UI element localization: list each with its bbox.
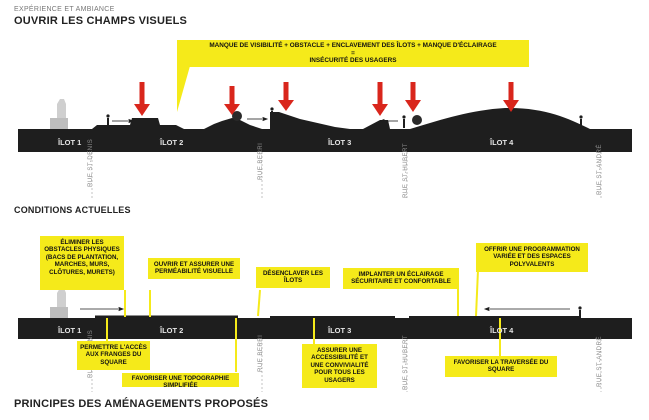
insecurity-callout: MANQUE DE VISIBILITÉ + OBSTACLE + ENCLAVEMENT DES ÎLOTS + MANQUE D'ÉCLAIRAGE = INSÉCURITÉ DES USAGERS <box>177 40 529 67</box>
callout-pointer <box>177 66 190 112</box>
note-eliminate-obstacles: ÉLIMINER LES OBSTACLES PHYSIQUES (BACS DE PLANTATION, MARCHES, MURS, CLÔTURES, MURETS) <box>40 236 124 290</box>
note-topography: FAVORISER UNE TOPOGRAPHIE SIMPLIFIÉE <box>122 373 239 387</box>
problem-arrows <box>134 82 519 116</box>
ilot-label-1: ÎLOT 1 <box>58 138 82 147</box>
proposed-principles-title: PRINCIPES DES AMÉNAGEMENTS PROPOSÉS <box>14 398 269 410</box>
ilot-label-3-proposed: ÎLOT 3 <box>328 326 352 335</box>
current-conditions-title: CONDITIONS ACTUELLES <box>14 205 131 215</box>
street-label-berri: RUE BERRI <box>257 142 264 180</box>
note-visual-permeability: OUVRIR ET ASSURER UNE PERMÉABILITÉ VISUELLE <box>148 258 240 279</box>
note-unlock-ilots: DÉSENCLAVER LES ÎLOTS <box>256 267 330 288</box>
page-title: OUVRIR LES CHAMPS VISUELS <box>14 15 188 27</box>
note-access-fringes: PERMETTRE L'ACCÈS AUX FRANGES DU SQUARE <box>77 341 150 370</box>
note-lighting: IMPLANTER UN ÉCLAIRAGE SÉCURITAIRE ET CONFORTABLE <box>343 268 459 289</box>
street-label-st-hubert: RUE ST-HUBERT <box>402 143 409 198</box>
ilot-label-4: ÎLOT 4 <box>490 138 514 147</box>
ilot-label-2-proposed: ÎLOT 2 <box>160 326 184 335</box>
street-label-st-andre: RUE ST-ANDRÉ <box>596 144 603 195</box>
ilot-label-2: ÎLOT 2 <box>160 138 184 147</box>
street-label-st-andre-proposed: RUE ST-ANDRÉ <box>596 336 603 387</box>
section-kicker: EXPÉRIENCE ET AMBIANCE <box>14 6 115 13</box>
street-label-berri-proposed: RUE BERRI <box>257 334 264 372</box>
ilot-label-3: ÎLOT 3 <box>328 138 352 147</box>
current-ground-profile <box>18 99 632 152</box>
street-label-st-denis: RUE ST-DENIS <box>87 138 94 187</box>
sightline-arrows-proposed <box>80 308 570 311</box>
street-label-st-hubert-proposed: RUE ST-HUBERT <box>402 335 409 390</box>
note-crossing: FAVORISER LA TRAVERSÉE DU SQUARE <box>445 356 557 377</box>
ilot-label-4-proposed: ÎLOT 4 <box>490 326 514 335</box>
street-lines-current <box>92 152 601 200</box>
ilot-label-1-proposed: ÎLOT 1 <box>58 326 82 335</box>
note-accessibility: ASSURER UNE ACCESSIBILITÉ ET UNE CONVIVIALITÉ POUR TOUS LES USAGERS <box>302 344 377 388</box>
note-programming: OFFRIR UNE PROGRAMMATION VARIÉE ET DES ESPACES POLYVALENTS <box>476 243 588 272</box>
proposed-ground-profile <box>18 288 632 339</box>
